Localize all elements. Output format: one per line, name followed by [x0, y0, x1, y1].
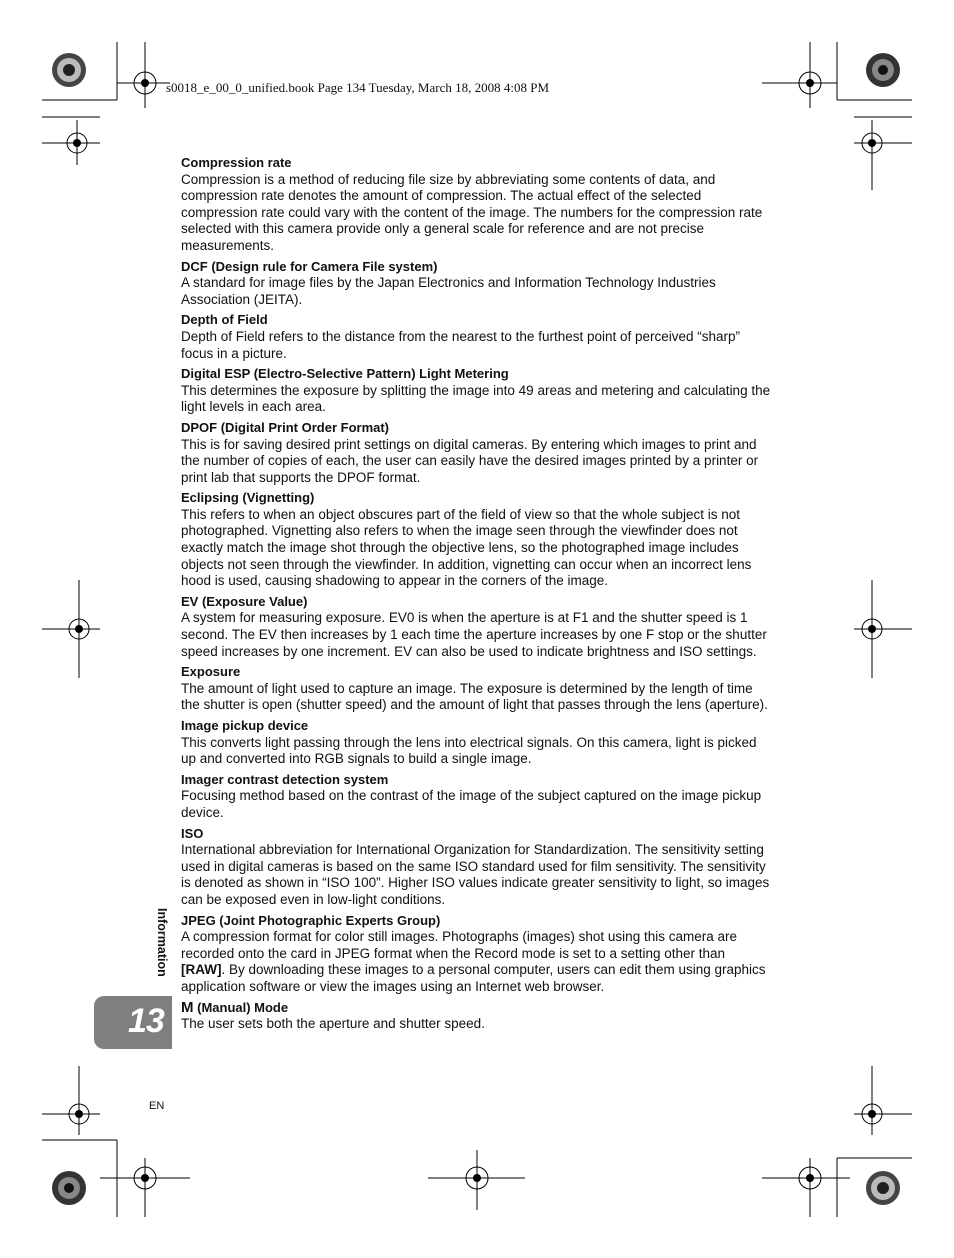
chapter-number: 13: [128, 1002, 164, 1040]
glossary-entry: [181, 594, 773, 660]
book-header: s0018_e_00_0_unified.book Page 134 Tuesday, March 18, 2008 4:08 PM: [166, 80, 550, 95]
glossary-definition: Compression is a method of reducing file size by abbreviating some contents of data, and compression rate denotes the amount of compression. The actual effect of the selected compression rate could vary with the content of the image. The numbers for the compression rate selected with this camera provide only a general scale for reference and are not precise measurements.: [181, 171, 763, 253]
manual-mode-icon: M: [181, 998, 194, 1016]
glossary-term: DCF (Design rule for Camera File system): [181, 258, 438, 274]
glossary-entry-manual: [181, 1000, 773, 1033]
glossary-definition: This refers to when an object obscures part of the field of view so that the whole subject is not photographed. Vignetting also refers to when the image seen through the viewfinder does not exactly match the image shot through the objective lens, so the photographed image includes objects not seen through the viewfinder. In addition, vignetting can occur when an incorrect lens hood is used, causing shadowing to appear in the corners of the image.: [181, 506, 752, 589]
glossary-term: DPOF (Digital Print Order Format): [181, 419, 390, 435]
glossary-term: Imager contrast detection system: [181, 771, 389, 787]
glossary-definition: This is for saving desired print settings on digital cameras. By entering which images to print and the number of copies of each, the user can easily have the desired images printed by a printer or print lab that supports the DPOF format.: [181, 436, 759, 485]
glossary-term: Digital ESP (Electro-Selective Pattern) Light Metering: [181, 366, 509, 382]
glossary-entry-jpeg: [181, 913, 773, 996]
glossary-entry: [181, 259, 773, 309]
glossary-definition: The amount of light used to capture an image. The exposure is determined by the length of time the shutter is open (shutter speed) and the amount of light that passes through the lens (aperture).: [181, 680, 768, 713]
glossary-term: Exposure: [181, 664, 241, 680]
glossary-term: JPEG (Joint Photographic Experts Group): [181, 912, 441, 928]
language-code: EN: [149, 1100, 165, 1112]
glossary-term: Depth of Field: [181, 312, 268, 328]
glossary-entry: [181, 312, 773, 362]
glossary-definition: Focusing method based on the contrast of the image of the subject captured on the image pickup device.: [181, 788, 762, 820]
glossary-entry: [181, 490, 773, 590]
glossary-term: [181, 1000, 773, 1017]
glossary-term: Eclipsing (Vignetting): [181, 490, 315, 506]
glossary-definition: International abbreviation for International Organization for Standardization. The sensitivity setting used in digital cameras is based on the same ISO standard used for film sensitivity. The sensitivity is denoted as shown in “ISO 100”. Higher ISO values indicate greater sensitivity to light, so images can be exposed even in low-light conditions.: [181, 842, 770, 907]
raw-setting-label: [RAW]: [181, 962, 222, 978]
glossary-term: Compression rate: [181, 155, 292, 170]
section-label: Information: [155, 908, 169, 977]
glossary-term: ISO: [181, 825, 204, 841]
glossary-entry: [181, 366, 773, 416]
glossary-definition: Depth of Field refers to the distance from the nearest to the furthest point of perceived “sharp” focus in a picture.: [181, 328, 741, 361]
glossary-entry: [181, 772, 773, 822]
definition-text: A compression format for color still images. Photographs (images) shot using this camera are recorded onto the card in JPEG format when the Record mode is set to a setting other than: [181, 929, 737, 961]
glossary-entry: [181, 826, 773, 909]
definition-text: . By downloading these images to a personal computer, users can edit them using graphics application software or view the images using an Internet web browser.: [181, 962, 766, 994]
glossary-entry: [181, 155, 773, 255]
glossary-list: [181, 155, 773, 1037]
glossary-entry: [181, 664, 773, 714]
glossary-definition: This converts light passing through the lens into electrical signals. On this camera, light is picked up and converted into RGB signals to build a single image.: [181, 734, 757, 767]
glossary-definition: The user sets both the aperture and shutter speed.: [181, 1016, 485, 1032]
glossary-definition: A system for measuring exposure. EV0 is when the aperture is at F1 and the shutter speed is 1 second. The EV then increases by 1 each time the aperture increases by one F stop or the shutter speed increases by one increment. EV can also be used to indicate brightness and ISO settings.: [181, 610, 767, 659]
glossary-definition: This determines the exposure by splitting the image into 49 areas and metering and calculating the light levels in each area.: [181, 382, 771, 415]
glossary-entry: [181, 718, 773, 768]
glossary-entry: [181, 420, 773, 486]
glossary-definition: [181, 929, 773, 995]
glossary-term: EV (Exposure Value): [181, 593, 308, 609]
glossary-term: Image pickup device: [181, 718, 309, 733]
glossary-term-text: (Manual) Mode: [193, 999, 289, 1015]
glossary-definition: A standard for image files by the Japan Electronics and Information Technology Industries Association (JEITA).: [181, 275, 716, 307]
